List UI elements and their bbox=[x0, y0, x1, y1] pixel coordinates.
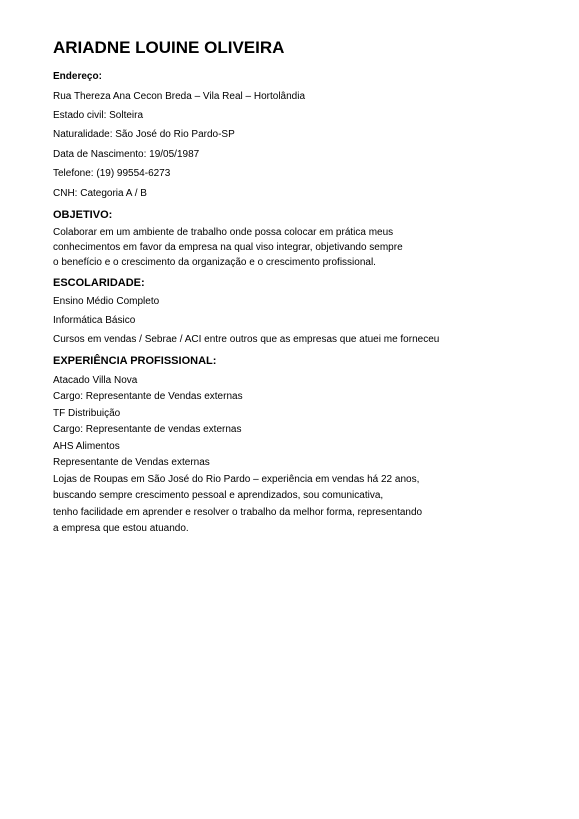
experience-line: AHS Alimentos bbox=[53, 441, 120, 452]
phone: Telefone: (19) 99554-6273 bbox=[53, 168, 171, 179]
experience-line: buscando sempre crescimento pessoal e aprendizados, sou comunicativa, bbox=[53, 490, 384, 501]
objective-line: o benefício e o crescimento da organização e o crescimento profissional. bbox=[53, 257, 376, 268]
experience-line: Cargo: Representante de Vendas externas bbox=[53, 391, 243, 402]
education-heading: ESCOLARIDADE: bbox=[53, 277, 145, 289]
education-item: Informática Básico bbox=[53, 315, 136, 326]
experience-line: tenho facilidade em aprender e resolver o trabalho da melhor forma, representando bbox=[53, 507, 423, 518]
education-item: Ensino Médio Completo bbox=[53, 296, 160, 307]
candidate-name: ARIADNE LOUINE OLIVEIRA bbox=[53, 38, 285, 57]
objective-line: conhecimentos em favor da empresa na qual viso integrar, objetivando sempre bbox=[53, 242, 403, 253]
education-item: Cursos em vendas / Sebrae / ACI entre outros que as empresas que atuei me forneceu bbox=[53, 334, 440, 345]
experience-line: TF Distribuição bbox=[53, 408, 121, 419]
experience-line: Representante de Vendas externas bbox=[53, 457, 210, 468]
address: Rua Thereza Ana Cecon Breda – Vila Real – Hortolândia bbox=[53, 91, 306, 102]
driver-license: CNH: Categoria A / B bbox=[53, 188, 147, 199]
experience-line: Cargo: Representante de vendas externas bbox=[53, 424, 242, 435]
experience-line: Lojas de Roupas em São José do Rio Pardo – experiência em vendas há 22 anos, bbox=[53, 474, 420, 485]
birthplace: Naturalidade: São José do Rio Pardo-SP bbox=[53, 129, 235, 140]
objective-heading: OBJETIVO: bbox=[53, 209, 113, 221]
address-label: Endereço: bbox=[53, 71, 102, 82]
objective-line: Colaborar em um ambiente de trabalho onde possa colocar em prática meus bbox=[53, 227, 394, 238]
experience-heading: EXPERIÊNCIA PROFISSIONAL: bbox=[53, 355, 217, 367]
experience-line: a empresa que estou atuando. bbox=[53, 523, 189, 534]
experience-line: Atacado Villa Nova bbox=[53, 375, 138, 386]
birth-date: Data de Nascimento: 19/05/1987 bbox=[53, 149, 200, 160]
civil-status: Estado civil: Solteira bbox=[53, 110, 144, 121]
